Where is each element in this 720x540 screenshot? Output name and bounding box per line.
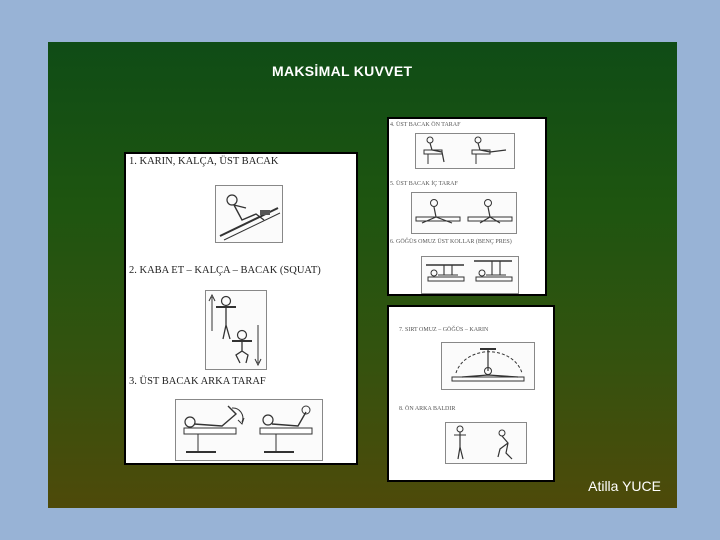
exercise-panel-bottom-right [387, 305, 555, 482]
leg-curl-figure-icon [175, 399, 323, 461]
adductor-figure-icon [411, 192, 517, 234]
exercise-label-4: 4. ÜST BACAK ÖN TARAF [390, 122, 461, 128]
slide-title: MAKSİMAL KUVVET [272, 63, 413, 79]
squat-figure-icon [205, 290, 267, 370]
exercise-label-6: 6. GÖĞÜS OMUZ ÜST KOLLAR (BENÇ PRES) [390, 239, 512, 245]
situp-figure-icon [215, 185, 283, 243]
exercise-label-5: 5. ÜST BACAK İÇ TARAF [390, 181, 458, 187]
exercise-label-1: 1. KARIN, KALÇA, ÜST BACAK [129, 156, 279, 167]
author-name: Atilla YUCE [588, 478, 661, 494]
exercise-label-3: 3. ÜST BACAK ARKA TARAF [129, 376, 266, 387]
exercise-label-7: 7. SIRT OMUZ – GÖĞÜS – KARIN [399, 327, 489, 333]
exercise-label-2: 2. KABA ET – KALÇA – BACAK (SQUAT) [129, 265, 321, 276]
exercise-panel-top-right [387, 117, 547, 296]
bench-press-figure-icon [421, 256, 519, 294]
exercise-label-8: 8. ÖN ARKA BALDIR [399, 406, 456, 412]
slide [48, 42, 677, 508]
pullover-figure-icon [441, 342, 535, 390]
leg-extension-figure-icon [415, 133, 515, 169]
exercise-panel-left [124, 152, 358, 465]
calf-raise-figure-icon [445, 422, 527, 464]
